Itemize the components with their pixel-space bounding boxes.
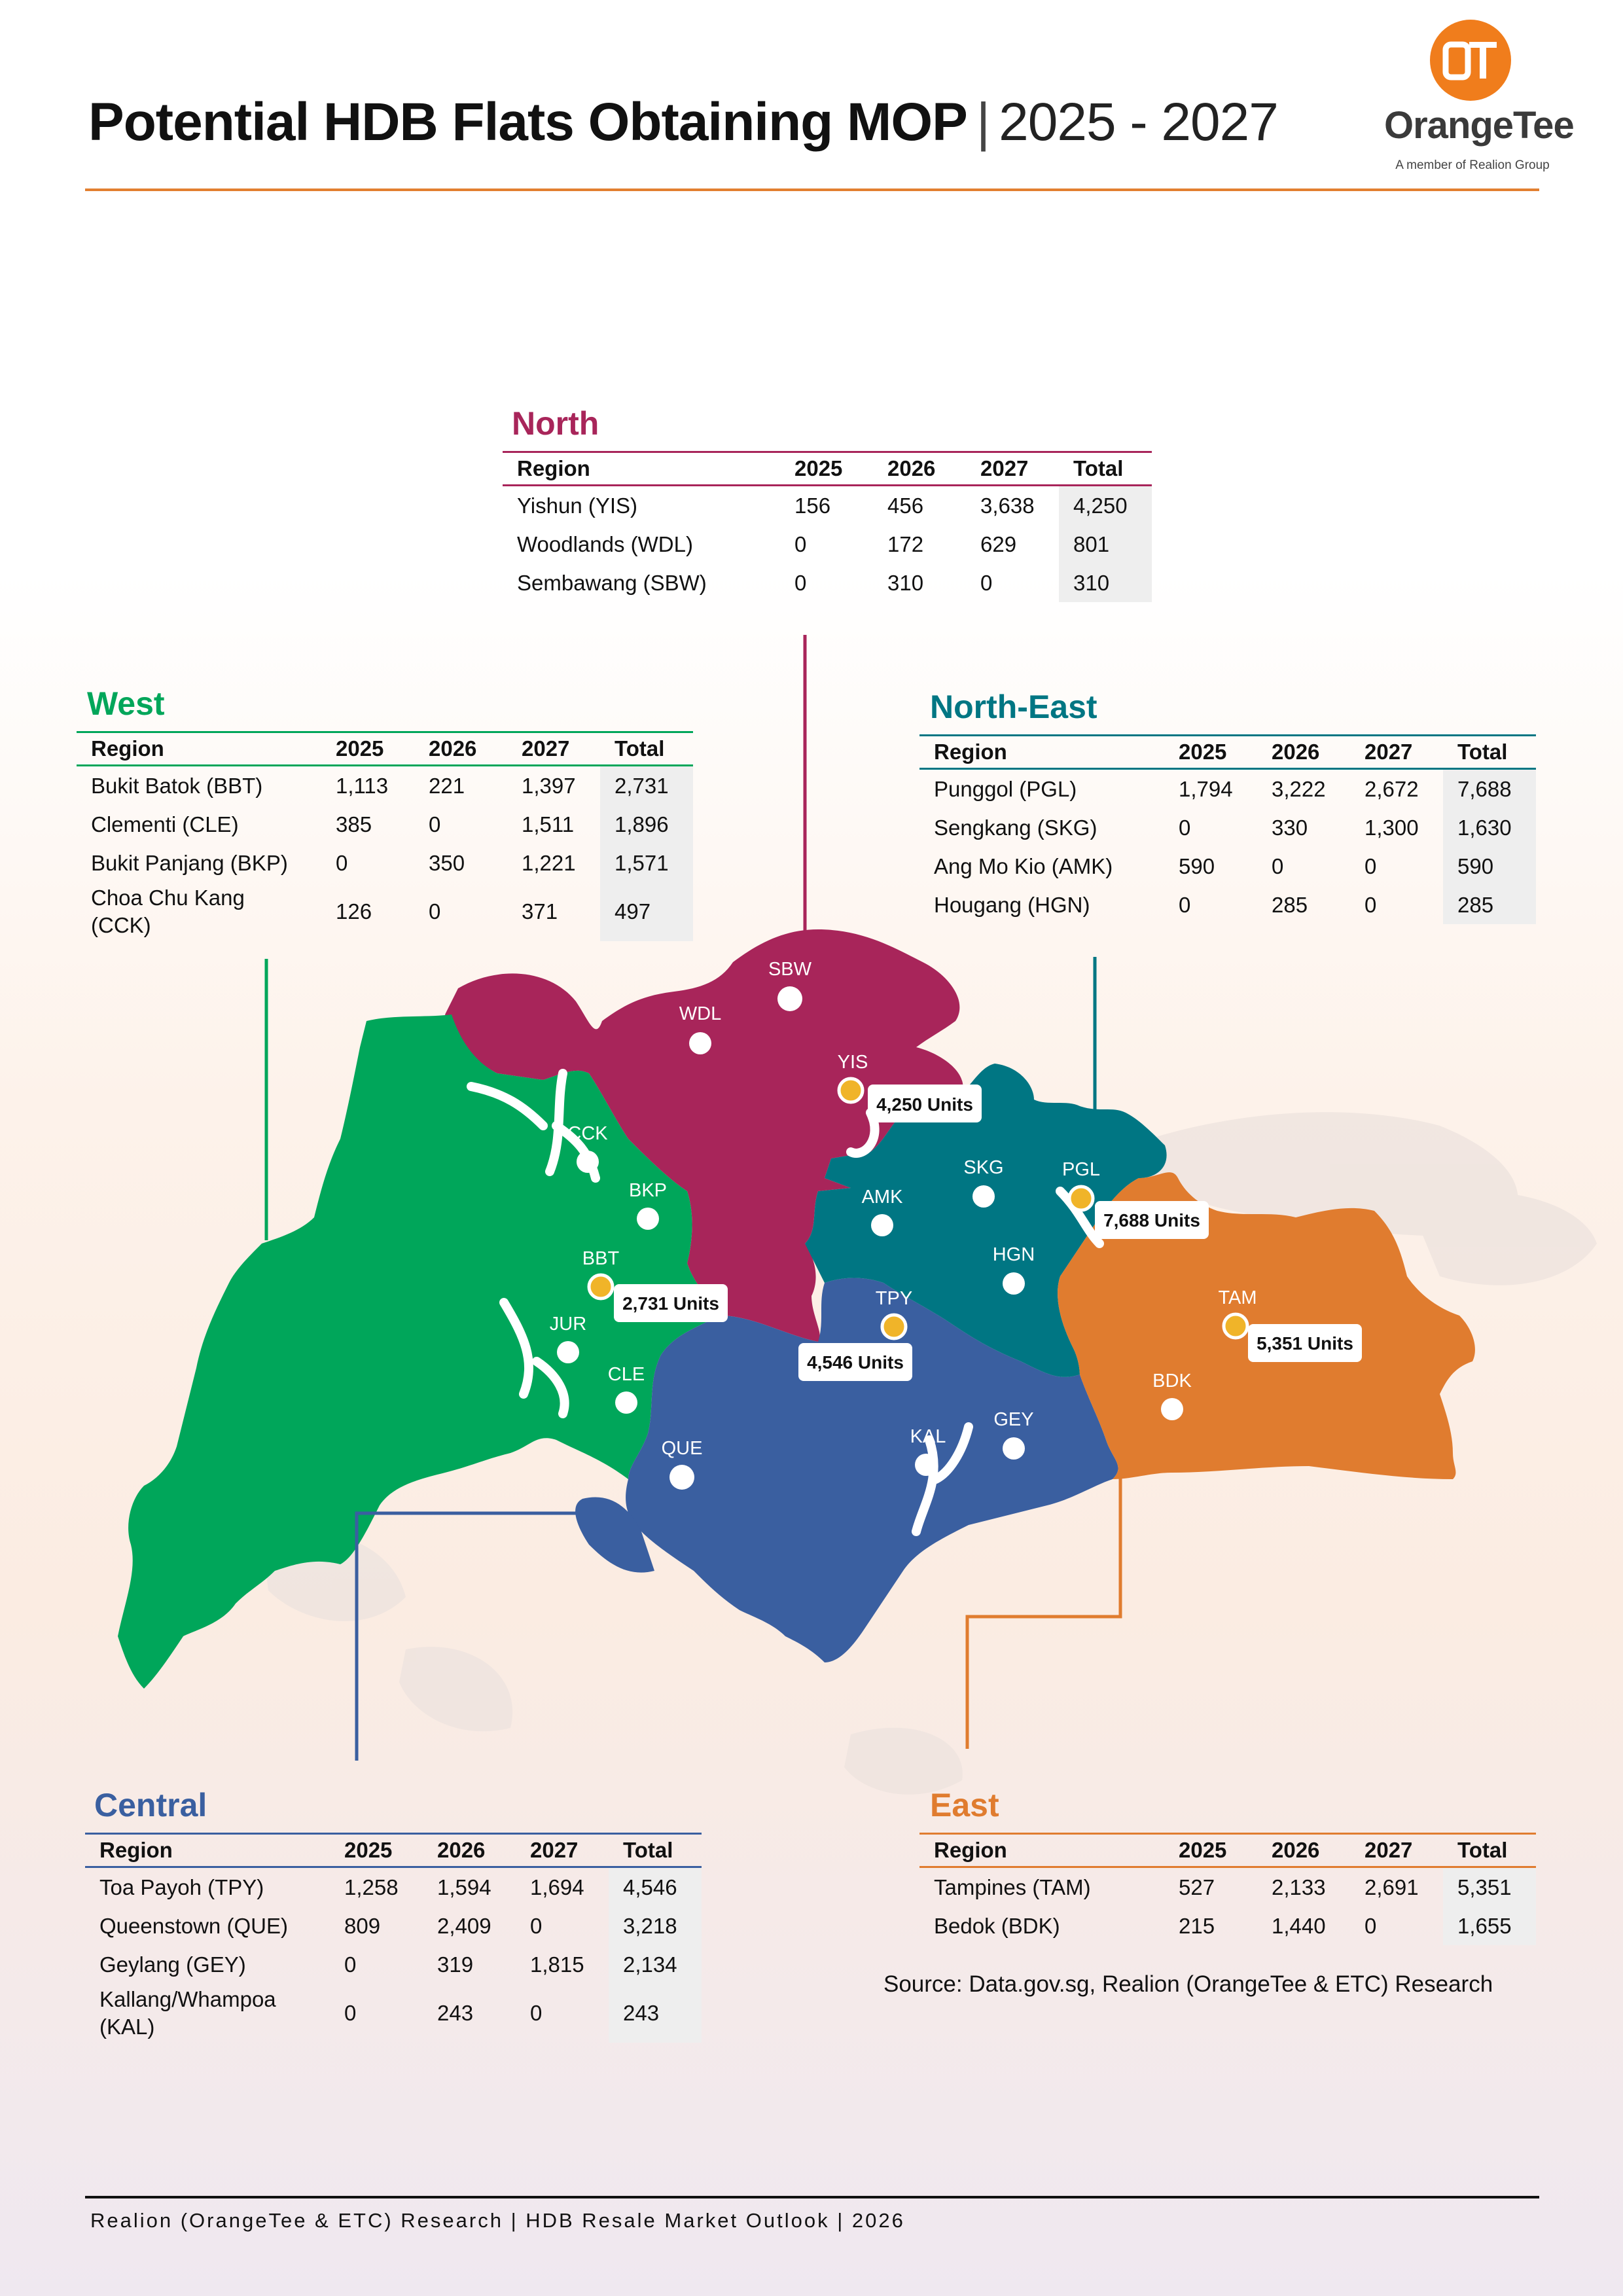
footer-divider [85,2196,1539,2198]
town-label-sbw: SBW [768,959,812,980]
central-title: Central [94,1787,207,1823]
table-row: Punggol (PGL) 1,794 3,222 2,672 7,688 [919,769,1536,809]
east-table: Region 2025 2026 2027 Total Tampines (TAM) 527 2,133 2,691 5,351 Bedok (BDK) 215 1,440 0 1,655 [919,1833,1536,1945]
northeast-table-block [919,687,1536,924]
callout-yis: 4,250 Units [876,1094,973,1115]
table-row: Choa Chu Kang (CCK) 126 0 371 497 [77,882,693,941]
callout-tpy: 4,546 Units [807,1352,904,1372]
callout-pgl: 7,688 Units [1103,1210,1200,1230]
marker-tam [1224,1314,1247,1338]
town-label-cck: CCK [567,1123,608,1144]
west-table-block [77,684,693,941]
marker-jur [557,1341,579,1363]
table-row: Bedok (BDK) 215 1,440 0 1,655 [919,1907,1536,1945]
logo-brand: OrangeTee [1384,104,1574,147]
table-row: Toa Payoh (TPY) 1,258 1,594 1,694 4,546 [85,1867,702,1907]
table-row: Yishun (YIS) 156 456 3,638 4,250 [503,486,1152,526]
town-label-hgn: HGN [992,1244,1035,1265]
town-label-jur: JUR [549,1314,587,1335]
table-row: Queenstown (QUE) 809 2,409 0 3,218 [85,1907,702,1945]
table-row: Hougang (HGN) 0 285 0 285 [919,886,1536,924]
marker-bkp [637,1208,659,1230]
marker-amk [871,1214,893,1236]
marker-skg [972,1185,995,1208]
col-2025: 2025 [780,452,873,486]
col-2027: 2027 [966,452,1059,486]
marker-yis [839,1079,863,1102]
north-table-block [503,404,1152,602]
marker-cck [577,1151,599,1173]
town-label-gey: GEY [993,1409,1034,1430]
town-label-wdl: WDL [679,1003,722,1024]
town-label-tpy: TPY [875,1288,913,1309]
town-label-tam: TAM [1218,1287,1257,1308]
marker-hgn [1003,1272,1025,1295]
marker-pgl [1069,1187,1093,1210]
table-row: Bukit Batok (BBT) 1,113 221 1,397 2,731 [77,766,693,806]
table-row: Geylang (GEY) 0 319 1,815 2,134 [85,1945,702,1984]
marker-que [669,1465,694,1490]
east-table-block [919,1785,1536,1945]
marker-bbt [589,1275,613,1299]
table-row: Tampines (TAM) 527 2,133 2,691 5,351 [919,1867,1536,1907]
col-total: Total [1059,452,1152,486]
north-title: North [512,405,599,442]
callout-bbt: 2,731 Units [622,1293,719,1314]
table-row: Ang Mo Kio (AMK) 590 0 0 590 [919,847,1536,886]
marker-kal [915,1454,937,1476]
marker-sbw [777,986,802,1011]
town-label-bdk: BDK [1152,1371,1192,1391]
town-label-cle: CLE [607,1364,645,1385]
table-row: Bukit Panjang (BKP) 0 350 1,221 1,571 [77,844,693,882]
west-table: Region 2025 2026 2027 Total Bukit Batok (BBT) 1,113 221 1,397 2,731 Clementi (CLE) 385 0 1,511 1,896 Bukit Panjang (BKP) 0 350 1,221 1,571 Choa Chu Kang (CCK) 126 0 371 497 [77,731,693,941]
town-label-bkp: BKP [628,1180,668,1201]
town-label-yis: YIS [837,1052,868,1073]
col-2026: 2026 [873,452,966,486]
table-row: Clementi (CLE) 385 0 1,511 1,896 [77,805,693,844]
source-note: Source: Data.gov.sg, Realion (OrangeTee & ETC) Research [883,1971,1493,1997]
marker-wdl [689,1032,711,1054]
table-row: Kallang/Whampoa (KAL) 0 243 0 243 [85,1984,702,2043]
footer-text: Realion (OrangeTee & ETC) Research | HDB Resale Market Outlook | 2026 [90,2209,905,2232]
logo-tagline: A member of Realion Group [1395,158,1550,172]
town-label-skg: SKG [963,1157,1004,1178]
central-table: Region 2025 2026 2027 Total Toa Payoh (TPY) 1,258 1,594 1,694 4,546 Queenstown (QUE) 809 2,409 0 3,218 Geylang (GEY) 0 319 1,815 2,134 Kallang/Whampoa (KAL) 0 243 0 243 [85,1833,702,2043]
town-label-amk: AMK [861,1187,903,1208]
central-table-block [85,1785,702,2043]
northeast-table: Region 2025 2026 2027 Total Punggol (PGL) 1,794 3,222 2,672 7,688 Sengkang (SKG) 0 330 1,300 1,630 Ang Mo Kio (AMK) 590 0 0 590 Hougang (HGN) 0 285 0 285 [919,734,1536,924]
northeast-title: North-East [930,689,1097,725]
title-separator: | [976,92,990,152]
title-bold: Potential HDB Flats Obtaining MOP [88,92,967,152]
marker-tpy [882,1315,906,1338]
west-title: West [87,685,165,722]
marker-bdk [1161,1398,1183,1420]
marker-gey [1003,1437,1025,1460]
town-label-kal: KAL [910,1426,946,1447]
table-row: Sengkang (SKG) 0 330 1,300 1,630 [919,808,1536,847]
title-years: 2025 - 2027 [999,92,1278,152]
north-table [503,451,1152,602]
east-title: East [930,1787,999,1823]
town-label-pgl: PGL [1061,1159,1101,1180]
town-label-bbt: BBT [582,1248,620,1269]
table-row: Woodlands (WDL) 0 172 629 801 [503,525,1152,564]
town-label-que: QUE [661,1438,703,1459]
marker-cle [615,1391,637,1414]
col-region: Region [503,452,780,486]
callout-tam: 5,351 Units [1257,1333,1353,1354]
table-row: Sembawang (SBW) 0 310 0 310 [503,564,1152,602]
